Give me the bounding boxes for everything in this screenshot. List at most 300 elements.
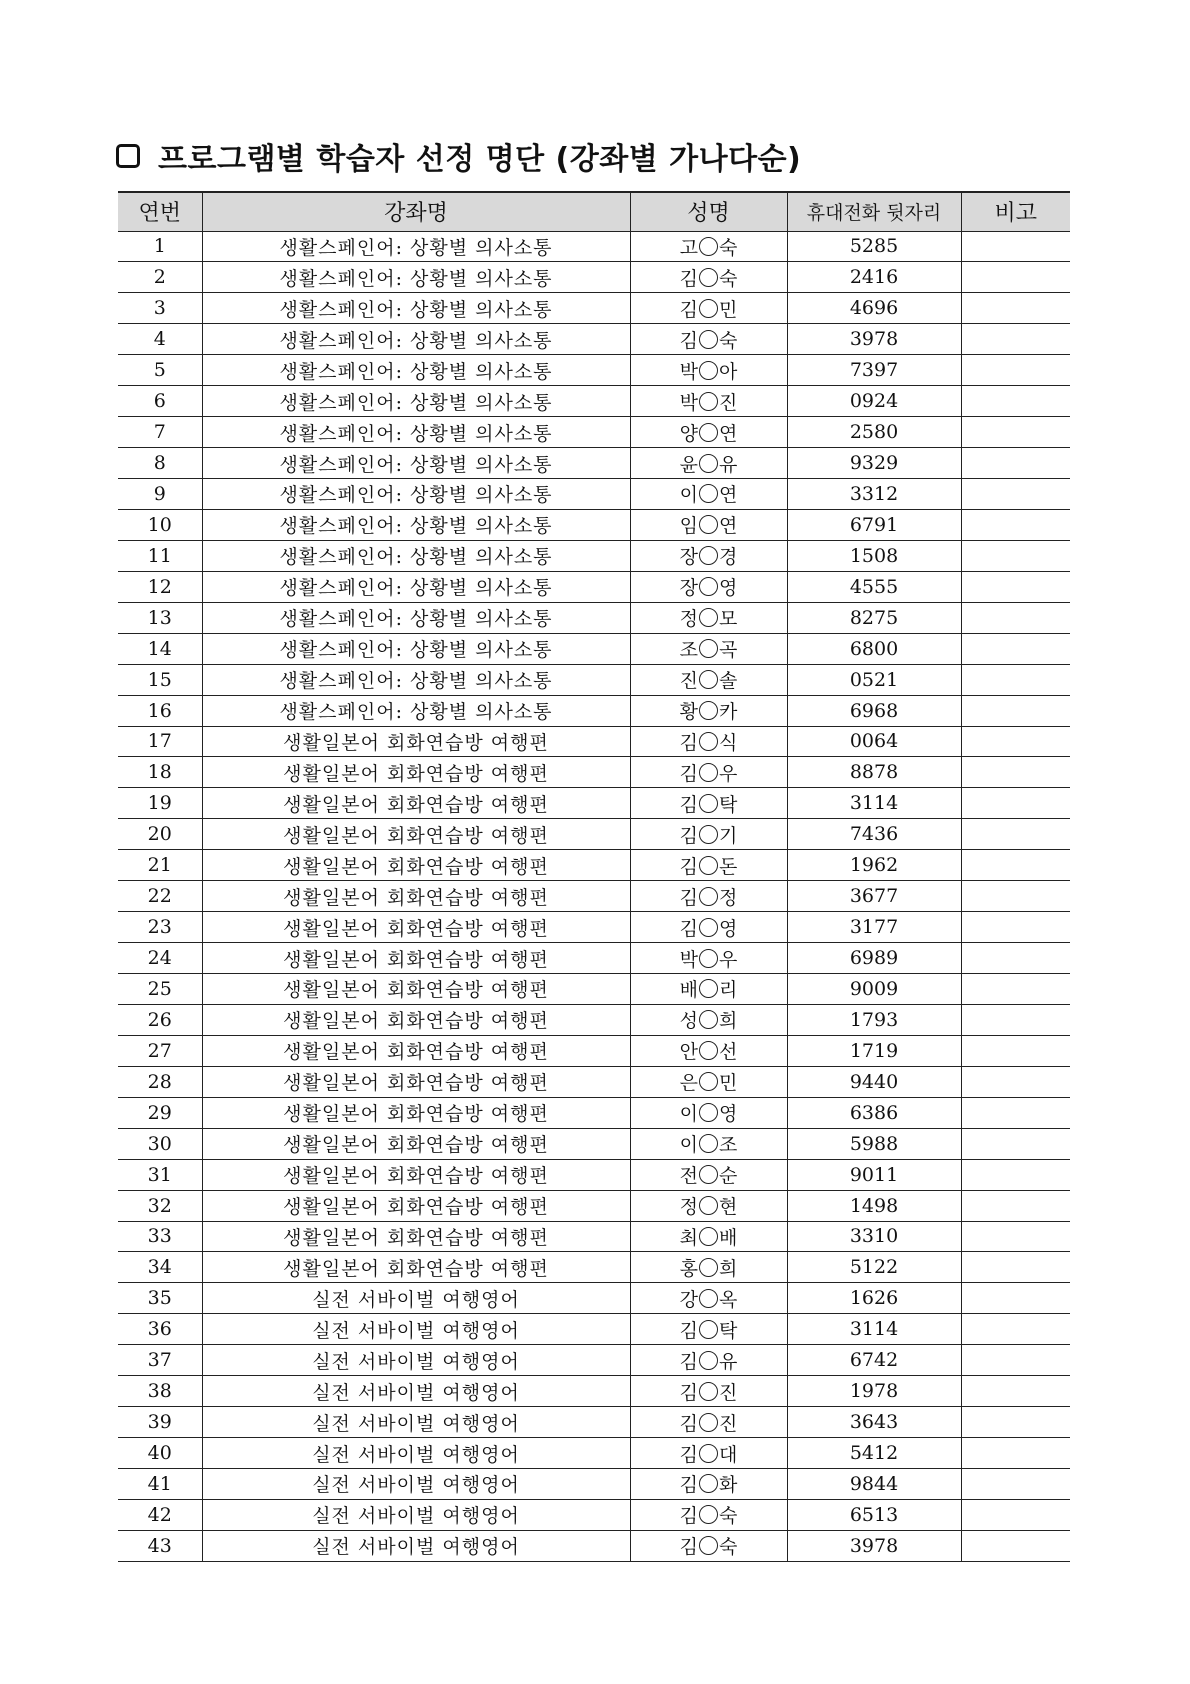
row-number-cell: 24 <box>118 943 202 974</box>
row-number-cell: 11 <box>118 540 202 571</box>
course-name-cell: 생활일본어 회화연습방 여행편 <box>202 1190 630 1221</box>
course-name-cell: 생활일본어 회화연습방 여행편 <box>202 943 630 974</box>
masked-character-circle-icon <box>699 701 718 720</box>
row-number-cell: 33 <box>118 1221 202 1252</box>
note-cell <box>961 571 1070 602</box>
learner-name-cell <box>630 293 787 324</box>
course-name-cell: 생활일본어 회화연습방 여행편 <box>202 1004 630 1035</box>
course-name-cell: 생활스페인어: 상황별 의사소통 <box>202 695 630 726</box>
note-cell <box>961 695 1070 726</box>
name-given: 우 <box>719 762 738 785</box>
phone-last-digits-cell: 1508 <box>787 540 961 571</box>
phone-last-digits-cell: 2580 <box>787 417 961 448</box>
name-given: 곡 <box>719 639 738 662</box>
table-row <box>118 602 1070 633</box>
row-number-cell: 14 <box>118 633 202 664</box>
masked-character-circle-icon <box>699 918 718 937</box>
phone-last-digits-cell: 9009 <box>787 974 961 1005</box>
masked-character-circle-icon <box>699 423 718 442</box>
learner-name-cell <box>630 881 787 912</box>
header-no: 연번 <box>118 192 202 231</box>
table-row <box>118 1345 1070 1376</box>
course-name-cell: 생활일본어 회화연습방 여행편 <box>202 788 630 819</box>
phone-last-digits-cell: 1626 <box>787 1283 961 1314</box>
phone-last-digits-cell: 1498 <box>787 1190 961 1221</box>
masked-character-circle-icon <box>699 515 718 534</box>
name-family: 진 <box>679 670 698 693</box>
name-given: 돈 <box>719 855 738 878</box>
name-given: 진 <box>719 1381 738 1404</box>
learner-name-cell <box>630 726 787 757</box>
row-number-cell: 31 <box>118 1159 202 1190</box>
row-number-cell: 13 <box>118 602 202 633</box>
masked-character-circle-icon <box>699 1289 718 1308</box>
phone-last-digits-cell: 6989 <box>787 943 961 974</box>
course-name-cell: 생활스페인어: 상황별 의사소통 <box>202 231 630 262</box>
row-number-cell: 4 <box>118 324 202 355</box>
table-row <box>118 1314 1070 1345</box>
learner-name-cell <box>630 1190 787 1221</box>
table-row <box>118 819 1070 850</box>
masked-character-circle-icon <box>699 577 718 596</box>
masked-character-circle-icon <box>699 237 718 256</box>
row-number-cell: 17 <box>118 726 202 757</box>
table-row <box>118 757 1070 788</box>
name-family: 김 <box>679 1350 698 1373</box>
phone-last-digits-cell: 3643 <box>787 1407 961 1438</box>
name-given: 연 <box>719 422 738 445</box>
name-family: 김 <box>679 1412 698 1435</box>
checkbox-icon <box>116 144 140 168</box>
row-number-cell: 38 <box>118 1376 202 1407</box>
name-given: 연 <box>719 484 738 507</box>
name-given: 민 <box>719 1072 738 1095</box>
masked-character-circle-icon <box>699 1382 718 1401</box>
name-family: 김 <box>679 1474 698 1497</box>
table-row <box>118 726 1070 757</box>
learner-name-cell <box>630 324 787 355</box>
course-name-cell: 생활일본어 회화연습방 여행편 <box>202 1221 630 1252</box>
phone-last-digits-cell: 1793 <box>787 1004 961 1035</box>
header-name: 성명 <box>630 192 787 231</box>
phone-last-digits-cell: 6791 <box>787 509 961 540</box>
note-cell <box>961 1159 1070 1190</box>
table-row <box>118 1407 1070 1438</box>
course-name-cell: 실전 서바이벌 여행영어 <box>202 1469 630 1500</box>
phone-last-digits-cell: 9440 <box>787 1066 961 1097</box>
name-given: 희 <box>719 1010 738 1033</box>
note-cell <box>961 1097 1070 1128</box>
phone-last-digits-cell: 0064 <box>787 726 961 757</box>
name-family: 윤 <box>679 453 698 476</box>
masked-character-circle-icon <box>699 1227 718 1246</box>
phone-last-digits-cell: 3177 <box>787 912 961 943</box>
course-name-cell: 생활일본어 회화연습방 여행편 <box>202 819 630 850</box>
name-given: 진 <box>719 1412 738 1435</box>
table-row <box>118 324 1070 355</box>
row-number-cell: 15 <box>118 664 202 695</box>
course-name-cell: 생활일본어 회화연습방 여행편 <box>202 912 630 943</box>
masked-character-circle-icon <box>699 825 718 844</box>
table-row <box>118 479 1070 510</box>
course-name-cell: 생활스페인어: 상황별 의사소통 <box>202 386 630 417</box>
name-family: 김 <box>679 267 698 290</box>
row-number-cell: 30 <box>118 1128 202 1159</box>
masked-character-circle-icon <box>699 1413 718 1432</box>
name-family: 김 <box>679 1505 698 1528</box>
name-family: 장 <box>679 546 698 569</box>
name-family: 은 <box>679 1072 698 1095</box>
course-name-cell: 생활일본어 회화연습방 여행편 <box>202 1128 630 1159</box>
masked-character-circle-icon <box>699 1072 718 1091</box>
course-name-cell: 생활일본어 회화연습방 여행편 <box>202 1097 630 1128</box>
phone-last-digits-cell: 2416 <box>787 262 961 293</box>
table-row <box>118 231 1070 262</box>
course-name-cell: 생활스페인어: 상황별 의사소통 <box>202 571 630 602</box>
note-cell <box>961 1314 1070 1345</box>
table-row <box>118 1066 1070 1097</box>
name-given: 배 <box>719 1226 738 1249</box>
masked-character-circle-icon <box>699 1258 718 1277</box>
name-family: 김 <box>679 762 698 785</box>
name-given: 아 <box>719 360 738 383</box>
phone-last-digits-cell: 3978 <box>787 1530 961 1561</box>
masked-character-circle-icon <box>699 299 718 318</box>
table-row <box>118 448 1070 479</box>
phone-last-digits-cell: 3114 <box>787 788 961 819</box>
row-number-cell: 8 <box>118 448 202 479</box>
phone-last-digits-cell: 1962 <box>787 850 961 881</box>
name-given: 우 <box>719 948 738 971</box>
note-cell <box>961 819 1070 850</box>
name-given: 선 <box>719 1041 738 1064</box>
note-cell <box>961 1128 1070 1159</box>
masked-character-circle-icon <box>699 949 718 968</box>
phone-last-digits-cell: 6386 <box>787 1097 961 1128</box>
table-row <box>118 1376 1070 1407</box>
phone-last-digits-cell: 9329 <box>787 448 961 479</box>
row-number-cell: 5 <box>118 355 202 386</box>
table-row <box>118 1499 1070 1530</box>
name-family: 고 <box>679 236 698 259</box>
masked-character-circle-icon <box>699 392 718 411</box>
row-number-cell: 1 <box>118 231 202 262</box>
course-name-cell: 생활스페인어: 상황별 의사소통 <box>202 262 630 293</box>
table-row <box>118 1530 1070 1561</box>
table-row <box>118 974 1070 1005</box>
name-family: 양 <box>679 422 698 445</box>
learner-name-cell <box>630 540 787 571</box>
row-number-cell: 29 <box>118 1097 202 1128</box>
masked-character-circle-icon <box>699 670 718 689</box>
masked-character-circle-icon <box>699 546 718 565</box>
phone-last-digits-cell: 3978 <box>787 324 961 355</box>
learner-name-cell <box>630 788 787 819</box>
name-family: 박 <box>679 948 698 971</box>
name-family: 김 <box>679 1319 698 1342</box>
name-given: 탁 <box>719 1319 738 1342</box>
course-name-cell: 생활일본어 회화연습방 여행편 <box>202 726 630 757</box>
row-number-cell: 42 <box>118 1499 202 1530</box>
masked-character-circle-icon <box>699 979 718 998</box>
table-row <box>118 1190 1070 1221</box>
course-name-cell: 실전 서바이벌 여행영어 <box>202 1438 630 1469</box>
row-number-cell: 41 <box>118 1469 202 1500</box>
phone-last-digits-cell: 5285 <box>787 231 961 262</box>
name-family: 강 <box>679 1288 698 1311</box>
learner-name-cell <box>630 1004 787 1035</box>
course-name-cell: 실전 서바이벌 여행영어 <box>202 1314 630 1345</box>
note-cell <box>961 1530 1070 1561</box>
phone-last-digits-cell: 8878 <box>787 757 961 788</box>
learner-name-cell <box>630 1530 787 1561</box>
name-given: 조 <box>719 1134 738 1157</box>
note-cell <box>961 633 1070 664</box>
note-cell <box>961 1252 1070 1283</box>
name-family: 정 <box>679 1196 698 1219</box>
header-course: 강좌명 <box>202 192 630 231</box>
name-given: 희 <box>719 1257 738 1280</box>
learner-name-cell <box>630 819 787 850</box>
note-cell <box>961 1066 1070 1097</box>
name-given: 옥 <box>719 1288 738 1311</box>
name-family: 배 <box>679 979 698 1002</box>
table-row <box>118 881 1070 912</box>
name-family: 박 <box>679 360 698 383</box>
name-given: 영 <box>719 917 738 940</box>
name-given: 유 <box>719 453 738 476</box>
note-cell <box>961 262 1070 293</box>
name-given: 영 <box>719 577 738 600</box>
phone-last-digits-cell: 0924 <box>787 386 961 417</box>
note-cell <box>961 231 1070 262</box>
learner-name-cell <box>630 1035 787 1066</box>
course-name-cell: 생활스페인어: 상황별 의사소통 <box>202 355 630 386</box>
table-row <box>118 1283 1070 1314</box>
learner-name-cell <box>630 1066 787 1097</box>
masked-character-circle-icon <box>699 1505 718 1524</box>
course-name-cell: 실전 서바이벌 여행영어 <box>202 1407 630 1438</box>
table-header-row <box>118 192 1070 231</box>
name-family: 김 <box>679 886 698 909</box>
phone-last-digits-cell: 0521 <box>787 664 961 695</box>
table-row <box>118 1004 1070 1035</box>
masked-character-circle-icon <box>699 1010 718 1029</box>
note-cell <box>961 1004 1070 1035</box>
phone-last-digits-cell: 6800 <box>787 633 961 664</box>
masked-character-circle-icon <box>699 732 718 751</box>
note-cell <box>961 417 1070 448</box>
learner-name-cell <box>630 1407 787 1438</box>
row-number-cell: 23 <box>118 912 202 943</box>
row-number-cell: 39 <box>118 1407 202 1438</box>
note-cell <box>961 1407 1070 1438</box>
phone-last-digits-cell: 4555 <box>787 571 961 602</box>
learner-name-cell <box>630 1097 787 1128</box>
note-cell <box>961 757 1070 788</box>
masked-character-circle-icon <box>699 763 718 782</box>
course-name-cell: 생활스페인어: 상황별 의사소통 <box>202 602 630 633</box>
learner-name-cell <box>630 664 787 695</box>
row-number-cell: 37 <box>118 1345 202 1376</box>
learner-name-cell <box>630 695 787 726</box>
row-number-cell: 9 <box>118 479 202 510</box>
note-cell <box>961 324 1070 355</box>
name-given: 대 <box>719 1443 738 1466</box>
name-family: 박 <box>679 391 698 414</box>
name-family: 김 <box>679 298 698 321</box>
row-number-cell: 34 <box>118 1252 202 1283</box>
name-given: 기 <box>719 824 738 847</box>
note-cell <box>961 386 1070 417</box>
masked-character-circle-icon <box>699 1536 718 1555</box>
name-given: 정 <box>719 886 738 909</box>
masked-character-circle-icon <box>699 1444 718 1463</box>
course-name-cell: 생활스페인어: 상황별 의사소통 <box>202 664 630 695</box>
table-row <box>118 1097 1070 1128</box>
masked-character-circle-icon <box>699 887 718 906</box>
learner-name-cell <box>630 943 787 974</box>
masked-character-circle-icon <box>699 794 718 813</box>
learner-name-cell <box>630 757 787 788</box>
learner-name-cell <box>630 1469 787 1500</box>
name-family: 황 <box>679 701 698 724</box>
name-family: 장 <box>679 577 698 600</box>
name-given: 탁 <box>719 793 738 816</box>
name-family: 김 <box>679 731 698 754</box>
course-name-cell: 생활일본어 회화연습방 여행편 <box>202 1252 630 1283</box>
name-family: 김 <box>679 1536 698 1559</box>
note-cell <box>961 1438 1070 1469</box>
note-cell <box>961 540 1070 571</box>
table-body <box>118 231 1070 1561</box>
header-phone: 휴대전화 뒷자리 <box>787 192 961 231</box>
learner-name-cell <box>630 417 787 448</box>
name-given: 숙 <box>719 1505 738 1528</box>
masked-character-circle-icon <box>699 1134 718 1153</box>
row-number-cell: 26 <box>118 1004 202 1035</box>
table-row <box>118 571 1070 602</box>
name-family: 김 <box>679 824 698 847</box>
note-cell <box>961 974 1070 1005</box>
row-number-cell: 6 <box>118 386 202 417</box>
learner-name-cell <box>630 1159 787 1190</box>
name-family: 임 <box>679 515 698 538</box>
learner-name-cell <box>630 1438 787 1469</box>
name-family: 김 <box>679 793 698 816</box>
name-given: 모 <box>719 608 738 631</box>
phone-last-digits-cell: 6513 <box>787 1499 961 1530</box>
name-given: 숙 <box>719 236 738 259</box>
row-number-cell: 20 <box>118 819 202 850</box>
learner-name-cell <box>630 850 787 881</box>
learner-name-cell <box>630 386 787 417</box>
learner-name-cell <box>630 1499 787 1530</box>
course-name-cell: 생활일본어 회화연습방 여행편 <box>202 1035 630 1066</box>
learner-name-cell <box>630 1283 787 1314</box>
name-family: 이 <box>679 1103 698 1126</box>
name-given: 영 <box>719 1103 738 1126</box>
learner-roster-table <box>118 191 1070 1562</box>
name-given: 카 <box>719 701 738 724</box>
note-cell <box>961 881 1070 912</box>
phone-last-digits-cell: 5122 <box>787 1252 961 1283</box>
learner-name-cell <box>630 571 787 602</box>
name-given: 화 <box>719 1474 738 1497</box>
masked-character-circle-icon <box>699 639 718 658</box>
row-number-cell: 7 <box>118 417 202 448</box>
course-name-cell: 생활스페인어: 상황별 의사소통 <box>202 448 630 479</box>
row-number-cell: 18 <box>118 757 202 788</box>
phone-last-digits-cell: 3114 <box>787 1314 961 1345</box>
phone-last-digits-cell: 8275 <box>787 602 961 633</box>
phone-last-digits-cell: 6968 <box>787 695 961 726</box>
masked-character-circle-icon <box>699 1474 718 1493</box>
note-cell <box>961 602 1070 633</box>
row-number-cell: 28 <box>118 1066 202 1097</box>
phone-last-digits-cell: 1978 <box>787 1376 961 1407</box>
note-cell <box>961 1190 1070 1221</box>
learner-name-cell <box>630 1376 787 1407</box>
course-name-cell: 생활일본어 회화연습방 여행편 <box>202 757 630 788</box>
name-given: 식 <box>719 731 738 754</box>
note-cell <box>961 448 1070 479</box>
table-row <box>118 788 1070 819</box>
table-row <box>118 943 1070 974</box>
note-cell <box>961 509 1070 540</box>
course-name-cell: 실전 서바이벌 여행영어 <box>202 1283 630 1314</box>
course-name-cell: 실전 서바이벌 여행영어 <box>202 1499 630 1530</box>
course-name-cell: 생활일본어 회화연습방 여행편 <box>202 881 630 912</box>
note-cell <box>961 1499 1070 1530</box>
name-given: 현 <box>719 1196 738 1219</box>
name-given: 숙 <box>719 329 738 352</box>
course-name-cell: 실전 서바이벌 여행영어 <box>202 1376 630 1407</box>
table-row <box>118 262 1070 293</box>
course-name-cell: 실전 서바이벌 여행영어 <box>202 1345 630 1376</box>
name-family: 김 <box>679 917 698 940</box>
row-number-cell: 22 <box>118 881 202 912</box>
course-name-cell: 생활스페인어: 상황별 의사소통 <box>202 540 630 571</box>
table-row <box>118 293 1070 324</box>
course-name-cell: 생활일본어 회화연습방 여행편 <box>202 1066 630 1097</box>
table-row <box>118 355 1070 386</box>
row-number-cell: 12 <box>118 571 202 602</box>
masked-character-circle-icon <box>699 361 718 380</box>
name-family: 안 <box>679 1041 698 1064</box>
row-number-cell: 3 <box>118 293 202 324</box>
note-cell <box>961 1345 1070 1376</box>
row-number-cell: 16 <box>118 695 202 726</box>
name-family: 김 <box>679 1443 698 1466</box>
note-cell <box>961 1283 1070 1314</box>
masked-character-circle-icon <box>699 268 718 287</box>
name-family: 김 <box>679 855 698 878</box>
name-given: 솔 <box>719 670 738 693</box>
learner-name-cell <box>630 1128 787 1159</box>
course-name-cell: 생활스페인어: 상황별 의사소통 <box>202 479 630 510</box>
phone-last-digits-cell: 5412 <box>787 1438 961 1469</box>
note-cell <box>961 1376 1070 1407</box>
table-row <box>118 1438 1070 1469</box>
table-row <box>118 1221 1070 1252</box>
learner-name-cell <box>630 1221 787 1252</box>
header-note: 비고 <box>961 192 1070 231</box>
name-given: 진 <box>719 391 738 414</box>
name-family: 조 <box>679 639 698 662</box>
note-cell <box>961 788 1070 819</box>
phone-last-digits-cell: 3312 <box>787 479 961 510</box>
